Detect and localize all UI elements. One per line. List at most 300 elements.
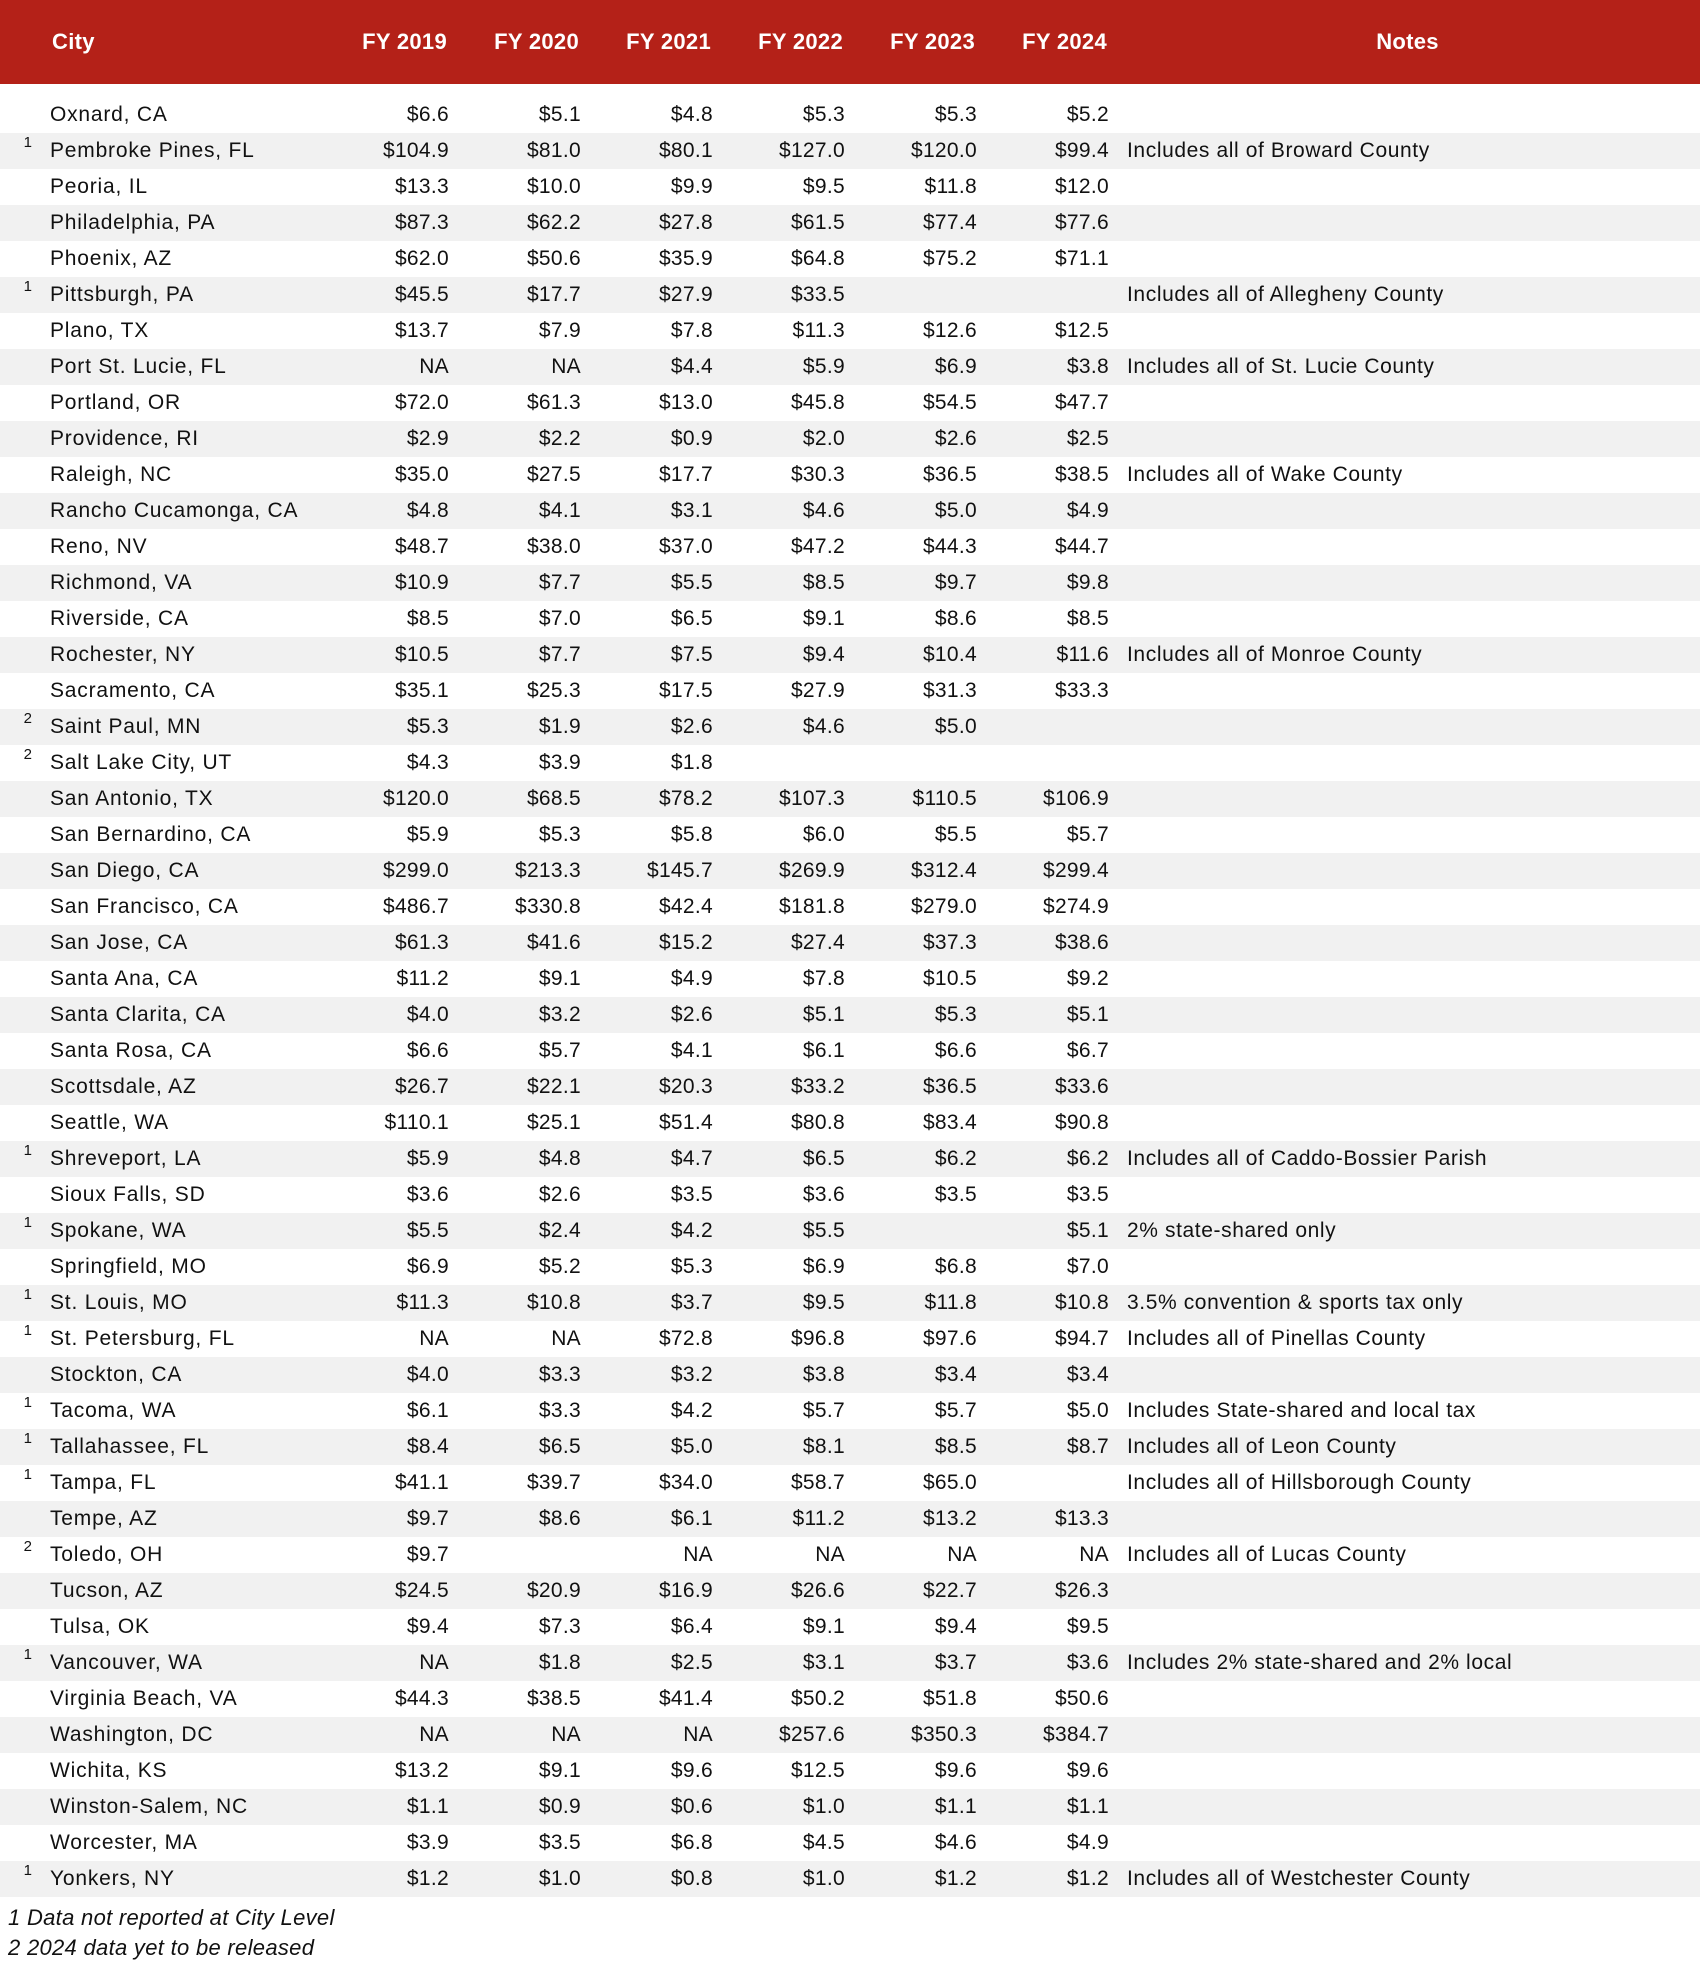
- fy-value: $20.9: [526, 1579, 581, 1602]
- fy-value: $87.3: [394, 211, 449, 234]
- table-row: [0, 961, 1700, 997]
- city-name: Seattle, WA: [50, 1111, 169, 1134]
- fy-value: $2.2: [538, 427, 581, 450]
- column-header-fy-2024: FY 2024: [1022, 29, 1107, 54]
- fy-value: $350.3: [910, 1723, 977, 1746]
- fy-value: $83.4: [922, 1111, 977, 1134]
- city-name: Tulsa, OK: [50, 1615, 150, 1638]
- fy-value: $37.0: [658, 535, 713, 558]
- fy-value: $5.1: [802, 1003, 845, 1026]
- fy-value: NA: [419, 1327, 449, 1350]
- fy-value: $38.0: [526, 535, 581, 558]
- fy-value: $2.6: [538, 1183, 581, 1206]
- city-name: Tallahassee, FL: [50, 1435, 210, 1458]
- header-gap-cell: [0, 84, 1700, 97]
- fy-value: $62.0: [394, 247, 449, 270]
- fy-value: $37.3: [922, 931, 977, 954]
- column-header-notes: Notes: [1376, 29, 1439, 54]
- footnote-marker: [0, 1609, 40, 1645]
- table-row: [0, 205, 1700, 241]
- fy-value: $8.1: [802, 1435, 845, 1458]
- note-text: [1115, 673, 1700, 709]
- fy-value: $5.5: [934, 823, 977, 846]
- fy-value: $7.8: [670, 319, 713, 342]
- table-row: [0, 1285, 1700, 1321]
- note-text: [1115, 1177, 1700, 1213]
- fy-value: $6.6: [934, 1039, 977, 1062]
- fy-value: $20.3: [658, 1075, 713, 1098]
- note-text: [1115, 1105, 1700, 1141]
- footnote-marker: [0, 349, 40, 385]
- fy-value: $10.8: [1054, 1291, 1109, 1314]
- table-body: [0, 84, 1700, 1897]
- table-row: [0, 133, 1700, 169]
- city-name: Saint Paul, MN: [50, 715, 202, 738]
- footnote-marker: 1: [23, 1394, 32, 1411]
- fy-value: $5.7: [1066, 823, 1109, 846]
- fy-value: $45.5: [394, 283, 449, 306]
- fy-value: [983, 277, 1115, 313]
- fy-value: $11.8: [924, 175, 977, 198]
- city-name: Peoria, IL: [50, 175, 148, 198]
- fy-value: $5.3: [802, 103, 845, 126]
- fy-value: $6.2: [934, 1147, 977, 1170]
- fy-value: $107.3: [778, 787, 845, 810]
- fy-value: $8.6: [538, 1507, 581, 1530]
- fy-value: NA: [815, 1543, 845, 1566]
- fy-value: $5.0: [934, 499, 977, 522]
- footnote-1: 1 Data not reported at City Level: [8, 1905, 335, 1930]
- table-row: [0, 1717, 1700, 1753]
- note-text: [1115, 1681, 1700, 1717]
- footnote-marker: [0, 997, 40, 1033]
- table-row: [0, 529, 1700, 565]
- city-name: San Jose, CA: [50, 931, 188, 954]
- column-header-footnote-spacer: [0, 0, 40, 84]
- note-text: [1115, 1069, 1700, 1105]
- fy-value: $6.5: [538, 1435, 581, 1458]
- fy-value: $7.7: [538, 571, 581, 594]
- city-name: Pembroke Pines, FL: [50, 139, 255, 162]
- fy-value: $3.4: [934, 1363, 977, 1386]
- fy-value: $104.9: [382, 139, 449, 162]
- note-text: [1115, 529, 1700, 565]
- fy-value: $3.9: [538, 751, 581, 774]
- fy-value: $38.6: [1054, 931, 1109, 954]
- footnote-marker: [0, 1105, 40, 1141]
- fy-value: $22.7: [922, 1579, 977, 1602]
- fy-value: $5.5: [802, 1219, 845, 1242]
- fy-value: [983, 1465, 1115, 1501]
- fy-value: $81.0: [526, 139, 581, 162]
- fy-value: $9.6: [1066, 1759, 1109, 1782]
- city-name: San Diego, CA: [50, 859, 200, 882]
- table-row: [0, 709, 1700, 745]
- fy-value: $3.5: [670, 1183, 713, 1206]
- fy-value: $9.1: [802, 607, 845, 630]
- city-name: Santa Rosa, CA: [50, 1039, 212, 1062]
- note-text: Includes all of Allegheny County: [1127, 283, 1444, 306]
- note-text: [1115, 313, 1700, 349]
- fy-value: $4.0: [406, 1363, 449, 1386]
- fy-value: $8.5: [934, 1435, 977, 1458]
- fy-value: $8.7: [1066, 1435, 1109, 1458]
- fy-value: $96.8: [790, 1327, 845, 1350]
- city-name: Richmond, VA: [50, 571, 193, 594]
- note-text: 3.5% convention & sports tax only: [1127, 1291, 1464, 1314]
- fy-value: $9.5: [1066, 1615, 1109, 1638]
- fy-value: $1.0: [538, 1867, 581, 1890]
- table-row: [0, 565, 1700, 601]
- fy-value: $12.5: [1054, 319, 1109, 342]
- header-row: [0, 0, 1700, 84]
- fy-value: $9.9: [670, 175, 713, 198]
- fy-value: $7.3: [538, 1615, 581, 1638]
- table-row: [0, 1537, 1700, 1573]
- fy-value: $6.8: [934, 1255, 977, 1278]
- fy-value: $35.9: [658, 247, 713, 270]
- table-row: [0, 313, 1700, 349]
- note-text: [1115, 997, 1700, 1033]
- footnote-marker: [0, 169, 40, 205]
- note-text: Includes all of Leon County: [1127, 1435, 1397, 1458]
- table-row: [0, 1393, 1700, 1429]
- fy-value: $71.1: [1054, 247, 1109, 270]
- fy-value: $10.9: [394, 571, 449, 594]
- note-text: [1115, 1501, 1700, 1537]
- note-text: Includes all of Wake County: [1127, 463, 1403, 486]
- fy-value: $6.9: [406, 1255, 449, 1278]
- fy-value: [983, 709, 1115, 745]
- fy-value: $9.6: [670, 1759, 713, 1782]
- fy-value: $0.9: [670, 427, 713, 450]
- footnote-marker: [0, 97, 40, 133]
- table-row: [0, 1645, 1700, 1681]
- city-name: Stockton, CA: [50, 1363, 183, 1386]
- fy-value: $12.0: [1054, 175, 1109, 198]
- note-text: Includes all of Caddo-Bossier Parish: [1127, 1147, 1488, 1170]
- footnote-marker: 1: [23, 1286, 32, 1303]
- fy-value: $42.4: [658, 895, 713, 918]
- note-text: Includes all of Westchester County: [1127, 1867, 1471, 1890]
- fy-value: $27.9: [790, 679, 845, 702]
- footnote-marker: [0, 817, 40, 853]
- fy-value: $68.5: [526, 787, 581, 810]
- note-text: [1115, 1033, 1700, 1069]
- fy-value: $6.6: [406, 103, 449, 126]
- fy-value: $77.4: [922, 211, 977, 234]
- fy-value: $1.2: [1066, 1867, 1109, 1890]
- fy-value: $44.3: [394, 1687, 449, 1710]
- fy-value: $31.3: [922, 679, 977, 702]
- fy-value: $3.3: [538, 1399, 581, 1422]
- fy-value: $50.6: [526, 247, 581, 270]
- note-text: Includes all of Broward County: [1127, 139, 1430, 162]
- footnote-marker: 1: [23, 1862, 32, 1879]
- fy-value: $269.9: [778, 859, 845, 882]
- fy-value: $25.1: [526, 1111, 581, 1134]
- fy-value: [719, 745, 851, 781]
- note-text: [1115, 1789, 1700, 1825]
- fy-value: $10.5: [394, 643, 449, 666]
- table-row: [0, 241, 1700, 277]
- footnote-marker: [0, 601, 40, 637]
- fy-value: [455, 1537, 587, 1573]
- fy-value: $9.7: [406, 1543, 449, 1566]
- table-row: [0, 385, 1700, 421]
- fy-value: $48.7: [394, 535, 449, 558]
- fy-value: $4.6: [934, 1831, 977, 1854]
- note-text: [1115, 169, 1700, 205]
- fy-value: $5.1: [1066, 1003, 1109, 1026]
- footnote-marker: [0, 1681, 40, 1717]
- fy-value: $9.1: [802, 1615, 845, 1638]
- fy-value: $4.4: [670, 355, 713, 378]
- fy-value: $61.3: [526, 391, 581, 414]
- fy-value: $3.1: [670, 499, 713, 522]
- note-text: [1115, 925, 1700, 961]
- fy-value: $8.5: [1066, 607, 1109, 630]
- fy-value: $17.5: [658, 679, 713, 702]
- table-row: [0, 1753, 1700, 1789]
- fy-value: $44.7: [1054, 535, 1109, 558]
- fy-value: $26.3: [1054, 1579, 1109, 1602]
- footnote-marker: [0, 1249, 40, 1285]
- fy-value: $9.5: [802, 175, 845, 198]
- table-row: [0, 349, 1700, 385]
- city-name: Vancouver, WA: [50, 1651, 203, 1674]
- fy-value: $486.7: [382, 895, 449, 918]
- footnote-marker: 2: [23, 1538, 32, 1555]
- city-name: Worcester, MA: [50, 1831, 198, 1854]
- fy-value: $299.0: [382, 859, 449, 882]
- city-name: Salt Lake City, UT: [50, 751, 233, 774]
- fy-value: $5.9: [406, 1147, 449, 1170]
- column-header-fy-2019: FY 2019: [362, 29, 447, 54]
- fy-value: $3.5: [934, 1183, 977, 1206]
- fy-value: $38.5: [1054, 463, 1109, 486]
- fy-value: $5.3: [670, 1255, 713, 1278]
- note-text: [1115, 853, 1700, 889]
- table-row: [0, 1609, 1700, 1645]
- fy-value: $41.4: [658, 1687, 713, 1710]
- fy-value: $5.0: [934, 715, 977, 738]
- fy-value: $3.6: [406, 1183, 449, 1206]
- note-text: [1115, 1609, 1700, 1645]
- fy-value: $6.1: [802, 1039, 845, 1062]
- fy-value: $1.0: [802, 1867, 845, 1890]
- fy-value: $3.7: [934, 1651, 977, 1674]
- fy-value: $120.0: [382, 787, 449, 810]
- city-name: Plano, TX: [50, 319, 150, 342]
- fy-value: $9.8: [1066, 571, 1109, 594]
- fy-value: $3.3: [538, 1363, 581, 1386]
- fy-value: $2.6: [670, 1003, 713, 1026]
- column-header-fy-2022: FY 2022: [758, 29, 843, 54]
- table-row: [0, 1177, 1700, 1213]
- city-name: Sioux Falls, SD: [50, 1183, 206, 1206]
- city-name: Tacoma, WA: [50, 1399, 177, 1422]
- fy-value: NA: [551, 1327, 581, 1350]
- city-name: Providence, RI: [50, 427, 199, 450]
- footnote-marker: [0, 673, 40, 709]
- fy-value: $33.6: [1054, 1075, 1109, 1098]
- footnote-marker: 1: [23, 1142, 32, 1159]
- city-name: Portland, OR: [50, 391, 181, 414]
- fy-value: $13.0: [658, 391, 713, 414]
- fy-value: $4.5: [802, 1831, 845, 1854]
- city-name: Sacramento, CA: [50, 679, 216, 702]
- fy-value: $44.3: [922, 535, 977, 558]
- fy-value: $7.7: [538, 643, 581, 666]
- footnote-marker: [0, 421, 40, 457]
- fy-value: $6.9: [802, 1255, 845, 1278]
- fy-value: $64.8: [790, 247, 845, 270]
- fy-value: $17.7: [526, 283, 581, 306]
- fy-value: $2.5: [670, 1651, 713, 1674]
- fy-value: $90.8: [1054, 1111, 1109, 1134]
- fy-value: $3.5: [1066, 1183, 1109, 1206]
- city-name: Spokane, WA: [50, 1219, 187, 1242]
- note-text: [1115, 1825, 1700, 1861]
- fy-value: $384.7: [1042, 1723, 1109, 1746]
- fy-value: $15.2: [658, 931, 713, 954]
- fy-value: $5.7: [934, 1399, 977, 1422]
- fy-value: $99.4: [1054, 139, 1109, 162]
- fy-value: $312.4: [910, 859, 977, 882]
- note-text: [1115, 781, 1700, 817]
- note-text: [1115, 565, 1700, 601]
- fy-value: $0.8: [670, 1867, 713, 1890]
- table-row: [0, 1429, 1700, 1465]
- footnote-marker: [0, 1789, 40, 1825]
- fy-value: $3.4: [1066, 1363, 1109, 1386]
- fy-value: $5.2: [538, 1255, 581, 1278]
- fy-value: $80.8: [790, 1111, 845, 1134]
- fy-value: $33.5: [790, 283, 845, 306]
- footnote-marker: [0, 781, 40, 817]
- city-name: Winston-Salem, NC: [50, 1795, 248, 1818]
- fy-value: $5.0: [1066, 1399, 1109, 1422]
- fy-value: $10.8: [526, 1291, 581, 1314]
- note-text: Includes all of Lucas County: [1127, 1543, 1407, 1566]
- footnote-marker: 1: [23, 1322, 32, 1339]
- footnote-marker: 2: [23, 746, 32, 763]
- city-name: Santa Ana, CA: [50, 967, 199, 990]
- footnote-marker: [0, 1357, 40, 1393]
- fy-value: $7.9: [538, 319, 581, 342]
- table-row: [0, 1681, 1700, 1717]
- table-row: [0, 1861, 1700, 1897]
- fy-value: $4.3: [406, 751, 449, 774]
- column-header-fy-2020: FY 2020: [494, 29, 579, 54]
- table-row: [0, 601, 1700, 637]
- fy-value: $9.7: [934, 571, 977, 594]
- fy-value: $94.7: [1054, 1327, 1109, 1350]
- city-name: Springfield, MO: [50, 1255, 207, 1278]
- fy-value: $110.5: [912, 787, 977, 810]
- fy-value: $6.2: [1066, 1147, 1109, 1170]
- fy-value: $9.4: [406, 1615, 449, 1638]
- fy-value: $4.2: [670, 1219, 713, 1242]
- fy-value: $2.6: [670, 715, 713, 738]
- fy-value: $6.1: [670, 1507, 713, 1530]
- table-row: [0, 1321, 1700, 1357]
- fy-value: $24.5: [394, 1579, 449, 1602]
- fy-value: $3.2: [538, 1003, 581, 1026]
- city-name: Toledo, OH: [50, 1543, 164, 1566]
- fy-value: $330.8: [514, 895, 581, 918]
- footnote-marker: [0, 1069, 40, 1105]
- city-name: Philadelphia, PA: [50, 211, 216, 234]
- fy-value: $1.8: [670, 751, 713, 774]
- fy-value: $110.1: [384, 1111, 449, 1134]
- footnote-marker: [0, 961, 40, 997]
- fy-value: $7.0: [538, 607, 581, 630]
- fy-value: $6.5: [670, 607, 713, 630]
- fy-value: $2.0: [802, 427, 845, 450]
- table-row: [0, 1789, 1700, 1825]
- footnote-marker: [0, 889, 40, 925]
- fy-value: $3.7: [670, 1291, 713, 1314]
- fy-value: $62.2: [526, 211, 581, 234]
- city-name: Riverside, CA: [50, 607, 189, 630]
- note-text: [1115, 889, 1700, 925]
- fy-value: [851, 277, 983, 313]
- fy-value: $5.3: [406, 715, 449, 738]
- note-text: [1115, 1753, 1700, 1789]
- table-row: [0, 421, 1700, 457]
- fy-value: [851, 1213, 983, 1249]
- note-text: [1115, 493, 1700, 529]
- fy-value: $12.5: [790, 1759, 845, 1782]
- table-row: [0, 277, 1700, 313]
- fy-value: $4.7: [670, 1147, 713, 1170]
- city-name: San Bernardino, CA: [50, 823, 252, 846]
- fy-value: $36.5: [922, 1075, 977, 1098]
- city-name: San Francisco, CA: [50, 895, 239, 918]
- city-name: Phoenix, AZ: [50, 247, 173, 270]
- fy-value: $80.1: [658, 139, 713, 162]
- fy-value: $106.9: [1042, 787, 1109, 810]
- table-row: [0, 1105, 1700, 1141]
- table-row: [0, 1501, 1700, 1537]
- fy-value: $6.4: [670, 1615, 713, 1638]
- note-text: 2% state-shared only: [1127, 1219, 1337, 1242]
- fy-value: $120.0: [910, 139, 977, 162]
- fy-value: NA: [419, 1651, 449, 1674]
- footnote-marker: [0, 1573, 40, 1609]
- fy-value: $5.3: [934, 1003, 977, 1026]
- fy-value: $1.2: [406, 1867, 449, 1890]
- fy-value: $4.8: [538, 1147, 581, 1170]
- city-name: Santa Clarita, CA: [50, 1003, 226, 1026]
- table-row: [0, 637, 1700, 673]
- note-text: Includes all of Pinellas County: [1127, 1327, 1426, 1350]
- note-text: [1115, 709, 1700, 745]
- city-name: Tampa, FL: [50, 1471, 157, 1494]
- fy-value: $35.1: [394, 679, 449, 702]
- fy-value: $12.6: [922, 319, 977, 342]
- fy-value: $72.8: [658, 1327, 713, 1350]
- city-name: St. Louis, MO: [50, 1291, 188, 1314]
- fy-value: $6.8: [670, 1831, 713, 1854]
- fy-value: $11.2: [792, 1507, 845, 1530]
- footnote-marker: 1: [23, 1646, 32, 1663]
- note-text: Includes State-shared and local tax: [1127, 1399, 1477, 1422]
- fy-value: $11.3: [792, 319, 845, 342]
- fy-value: $10.4: [922, 643, 977, 666]
